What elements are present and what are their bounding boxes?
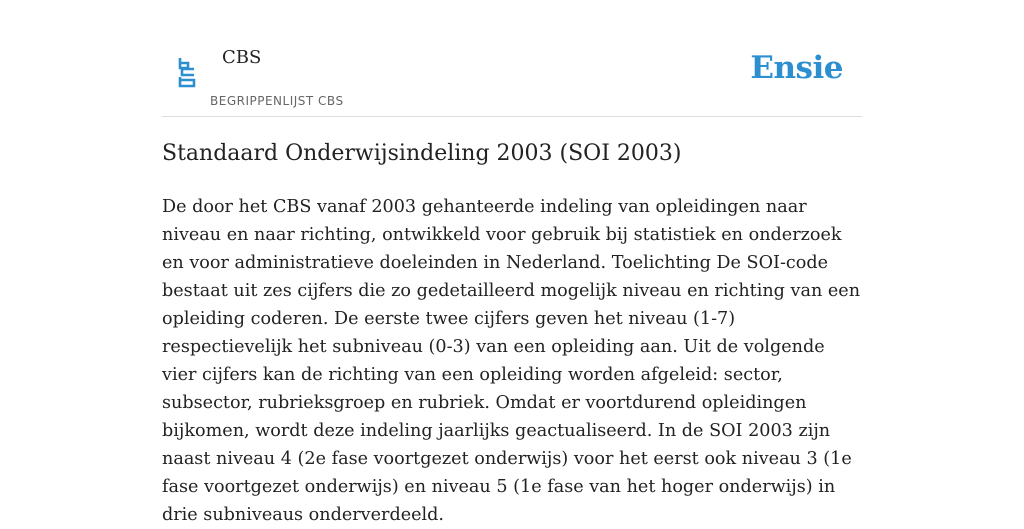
- org-name[interactable]: CBS: [222, 47, 262, 68]
- cbs-logo-icon: [176, 56, 198, 88]
- term-definition: De door het CBS vanaf 2003 gehanteerde indeling van opleidingen naar niveau en naar richting, ontwikkeld voor gebruik bij statistiek en onderzoek en voor administratieve doeleinden in Nederland. Toelichting De SOI-code bestaat uit zes cijfers die zo gedetailleerd mogelijk niveau en richting van een opleiding coderen. De eerste twee cijfers geven het niveau (1-7) respectievelijk het subniveau (0-3) van een opleiding aan. Uit de volgende vier cijfers kan de richting van een opleiding worden afgeleid: sector, subsector, rubrieksgroep en rubriek. Omdat er voortdurend opleidingen bijkomen, wordt deze indeling jaarlijks geactualiseerd. In de SOI 2003 zijn naast niveau 4 (2e fase voortgezet onderwijs) voor het eerst ook niveau 3 (1e fase voortgezet onderwijs) en niveau 5 (1e fase van het hoger onderwijs) in drie subniveaus onderverdeeld.: [162, 197, 861, 525]
- glossary-name[interactable]: BEGRIPPENLIJST CBS: [210, 94, 344, 108]
- ensie-logo[interactable]: Ensie: [750, 50, 843, 86]
- glossary-card: [162, 0, 862, 525]
- card-header: [162, 0, 862, 117]
- term-title: Standaard Onderwijsindeling 2003 (SOI 2003): [162, 141, 682, 166]
